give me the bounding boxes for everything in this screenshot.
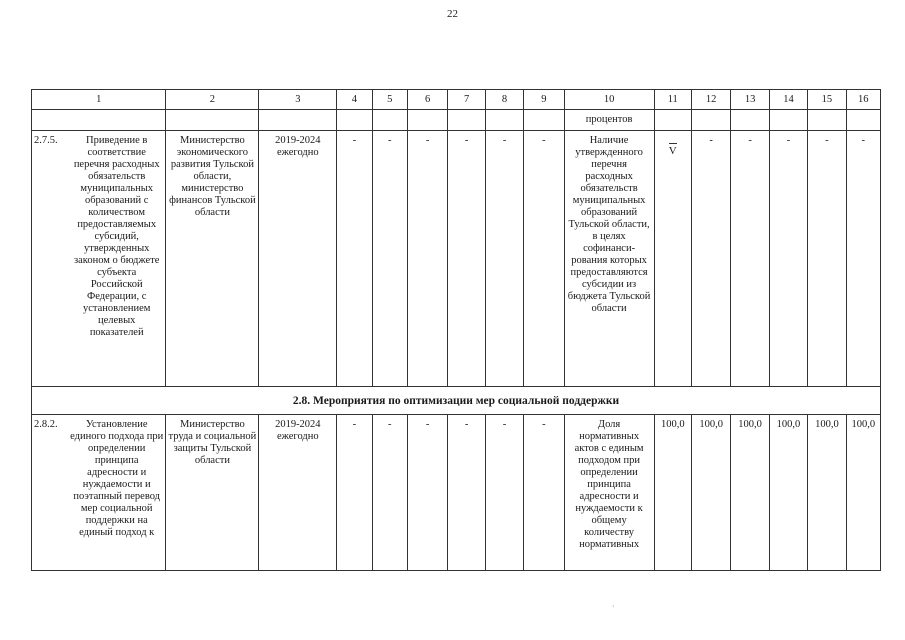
column-number: 14: [769, 90, 807, 110]
section-title: 2.8. Мероприятия по оптимизации мер социальной поддержки: [32, 387, 881, 415]
executor-cell: Министерство экономического развития Тульской области, министерство финансов Тульской области: [166, 131, 259, 387]
column-number: 8: [485, 90, 523, 110]
column-number: 4: [337, 90, 372, 110]
value-cell: -: [407, 415, 447, 571]
executor-cell: Министерство труда и социальной защиты Тульской области: [166, 415, 259, 571]
table-row: [32, 415, 881, 571]
indicator-cell: Доля нормативных актов с единым подходом при определении принципа адресности и нуждаемости к общему количеству нормативных: [564, 415, 654, 571]
target-cell: [654, 131, 691, 387]
column-number: 10: [564, 90, 654, 110]
column-number: 13: [731, 90, 769, 110]
measure-code: 2.8.2.: [34, 419, 58, 430]
target-cell: 100,0: [769, 415, 807, 571]
table-row: [32, 131, 881, 387]
period-cell: 2019-2024 ежегодно: [259, 415, 337, 571]
measure-name: Приведение в соответствие перечня расходных обязательств муниципальных образований с количеством предоставляемых субсидий, утвержденных законом о бюджете субъекта Российской Федерации, с установлением целевых показателей: [73, 135, 160, 338]
value-cell: -: [337, 131, 372, 387]
column-number: 7: [448, 90, 485, 110]
measure-cell: [32, 415, 166, 571]
target-cell: -: [769, 131, 807, 387]
value-cell: -: [485, 415, 523, 571]
column-number: 2: [166, 90, 259, 110]
measure-code: 2.7.5.: [34, 135, 58, 146]
column-number: 15: [808, 90, 846, 110]
target-cell: 100,0: [808, 415, 846, 571]
value-cell: -: [524, 131, 564, 387]
target-cell: 100,0: [846, 415, 880, 571]
measure-cell: [32, 131, 166, 387]
measure-name: Установление единого подхода при определении принципа адресности и нуждаемости и поэтапный перевод мер социальной поддержки на единый подход к: [70, 419, 164, 538]
value-cell: -: [485, 131, 523, 387]
scan-dot: ·: [612, 602, 615, 611]
value-cell: -: [372, 415, 407, 571]
column-number: 5: [372, 90, 407, 110]
check-mark: V: [668, 145, 677, 157]
unit-cell: процентов: [564, 110, 654, 131]
page-number: 22: [447, 8, 458, 20]
column-number-row: [32, 90, 881, 110]
target-cell: -: [731, 131, 769, 387]
target-cell: -: [691, 131, 730, 387]
value-cell: -: [407, 131, 447, 387]
column-number: 16: [846, 90, 880, 110]
column-number: 1: [32, 90, 166, 110]
continuation-row: [32, 110, 881, 131]
column-number: 9: [524, 90, 564, 110]
value-cell: -: [524, 415, 564, 571]
value-cell: -: [448, 415, 485, 571]
target-cell: 100,0: [691, 415, 730, 571]
period-cell: 2019-2024 ежегодно: [259, 131, 337, 387]
section-row: [32, 387, 881, 415]
value-cell: -: [448, 131, 485, 387]
target-cell: -: [808, 131, 846, 387]
target-cell: -: [846, 131, 880, 387]
indicator-cell: Наличие утвержденного перечня расходных обязательств муниципальных образований Тульской области, в целях софинанси-рования которых предоставляются субсидии из бюджета Тульской области: [564, 131, 654, 387]
value-cell: -: [372, 131, 407, 387]
column-number: 12: [691, 90, 730, 110]
column-number: 6: [407, 90, 447, 110]
target-cell: 100,0: [731, 415, 769, 571]
target-cell: 100,0: [654, 415, 691, 571]
value-cell: -: [337, 415, 372, 571]
column-number: 11: [654, 90, 691, 110]
column-number: 3: [259, 90, 337, 110]
program-table: [31, 89, 881, 571]
